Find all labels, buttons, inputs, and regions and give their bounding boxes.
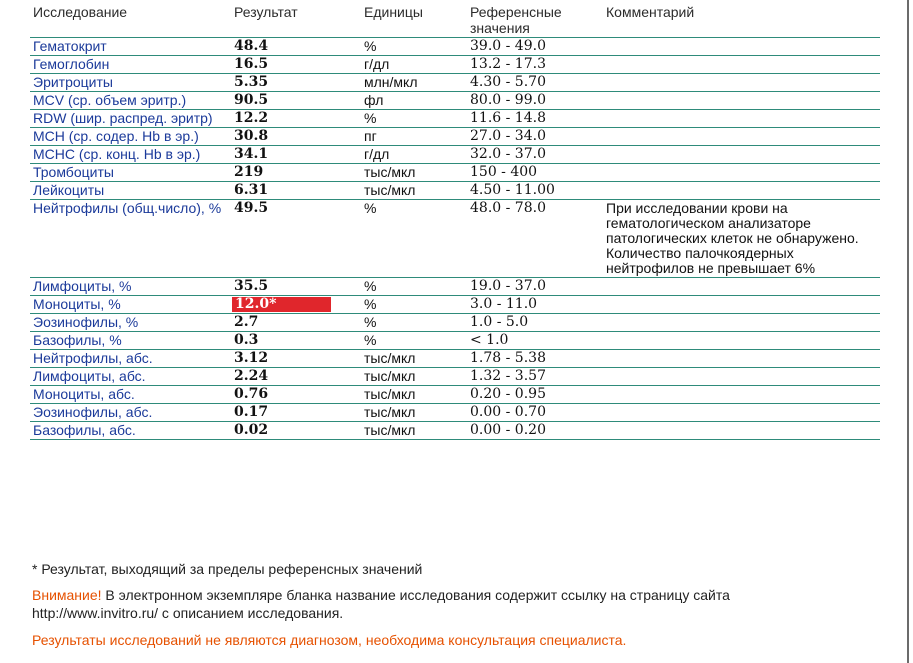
table-header-row [30, 3, 880, 38]
table-row [30, 314, 880, 332]
reference-range: 0.00 - 0.20 [467, 422, 603, 440]
table-row [30, 278, 880, 296]
reference-range: 150 - 400 [467, 164, 603, 182]
results-table [30, 3, 880, 440]
table-row [30, 146, 880, 164]
result-value [231, 296, 361, 314]
study-name[interactable]: Моноциты, абс. [30, 386, 231, 404]
study-name[interactable]: Эозинофилы, % [30, 314, 231, 332]
units: тыс/мкл [361, 368, 467, 386]
result-value: 30.8 [231, 128, 361, 146]
result-value: 12.2 [231, 110, 361, 128]
result-value: 0.76 [231, 386, 361, 404]
comment [603, 368, 880, 386]
table-row [30, 38, 880, 56]
result-value: 0.17 [231, 404, 361, 422]
study-name[interactable]: Эозинофилы, абс. [30, 404, 231, 422]
comment [603, 56, 880, 74]
table-row [30, 182, 880, 200]
table-row [30, 404, 880, 422]
result-value: 34.1 [231, 146, 361, 164]
disclaimer: Результаты исследований не являются диагнозом, необходима консультация специалиста. [32, 632, 627, 648]
result-value: 219 [231, 164, 361, 182]
reference-range: 1.32 - 3.57 [467, 368, 603, 386]
comment [603, 74, 880, 92]
comment [603, 314, 880, 332]
reference-range: 48.0 - 78.0 [467, 200, 603, 278]
units: г/дл [361, 146, 467, 164]
reference-range: 0.00 - 0.70 [467, 404, 603, 422]
units: % [361, 38, 467, 56]
header-result: Результат [231, 3, 361, 38]
study-name[interactable]: Лимфоциты, % [30, 278, 231, 296]
table-row [30, 422, 880, 440]
header-reference: Референсные значения [467, 3, 603, 38]
table-row [30, 128, 880, 146]
units: % [361, 296, 467, 314]
units: тыс/мкл [361, 422, 467, 440]
comment [603, 128, 880, 146]
table-row [30, 56, 880, 74]
comment [603, 350, 880, 368]
attention-label: Внимание! [32, 587, 102, 603]
units: пг [361, 128, 467, 146]
units: % [361, 110, 467, 128]
study-name[interactable]: Эритроциты [30, 74, 231, 92]
reference-range: 0.20 - 0.95 [467, 386, 603, 404]
comment [603, 404, 880, 422]
study-name[interactable]: RDW (шир. распред. эритр) [30, 110, 231, 128]
comment [603, 422, 880, 440]
result-value: 0.02 [231, 422, 361, 440]
study-name[interactable]: Нейтрофилы (общ.число), % [30, 200, 231, 278]
header-units: Единицы [361, 3, 467, 38]
table-row [30, 296, 880, 314]
reference-range: 4.50 - 11.00 [467, 182, 603, 200]
units: млн/мкл [361, 74, 467, 92]
table-row [30, 386, 880, 404]
study-name[interactable]: Базофилы, % [30, 332, 231, 350]
table-row [30, 350, 880, 368]
table-row [30, 368, 880, 386]
reference-range: 4.30 - 5.70 [467, 74, 603, 92]
study-name[interactable]: MCHC (ср. конц. Hb в эр.) [30, 146, 231, 164]
reference-range: 3.0 - 11.0 [467, 296, 603, 314]
result-value: 2.7 [231, 314, 361, 332]
units: тыс/мкл [361, 350, 467, 368]
header-study: Исследование [30, 3, 231, 38]
reference-range: 27.0 - 34.0 [467, 128, 603, 146]
result-value: 49.5 [231, 200, 361, 278]
study-name[interactable]: Гематокрит [30, 38, 231, 56]
comment [603, 182, 880, 200]
reference-range: 1.78 - 5.38 [467, 350, 603, 368]
comment [603, 110, 880, 128]
site-link[interactable]: http://www.invitro.ru/ [32, 605, 159, 621]
study-name[interactable]: Нейтрофилы, абс. [30, 350, 231, 368]
result-value: 90.5 [231, 92, 361, 110]
attention-tail: с описанием исследования. [158, 605, 344, 621]
result-value: 6.31 [231, 182, 361, 200]
reference-range: 39.0 - 49.0 [467, 38, 603, 56]
out-of-range-flag: 12.0* [232, 297, 331, 312]
comment [603, 146, 880, 164]
comment [603, 278, 880, 296]
table-row [30, 332, 880, 350]
result-value: 16.5 [231, 56, 361, 74]
result-value: 3.12 [231, 350, 361, 368]
comment [603, 92, 880, 110]
study-name[interactable]: Гемоглобин [30, 56, 231, 74]
comment [603, 332, 880, 350]
reference-range: < 1.0 [467, 332, 603, 350]
reference-range: 13.2 - 17.3 [467, 56, 603, 74]
units: тыс/мкл [361, 386, 467, 404]
units: тыс/мкл [361, 164, 467, 182]
table-row [30, 164, 880, 182]
study-name[interactable]: MCH (ср. содер. Hb в эр.) [30, 128, 231, 146]
units: % [361, 332, 467, 350]
table-row [30, 92, 880, 110]
study-name[interactable]: Тромбоциты [30, 164, 231, 182]
table-row [30, 110, 880, 128]
study-name[interactable]: MCV (ср. объем эритр.) [30, 92, 231, 110]
result-value: 0.3 [231, 332, 361, 350]
footnote: * Результат, выходящий за пределы референсных значений [32, 561, 423, 577]
units: тыс/мкл [361, 182, 467, 200]
attention-text: В электронном экземпляре бланка название исследования содержит ссылку на страницу сайта [101, 587, 730, 603]
units: % [361, 314, 467, 332]
comment [603, 386, 880, 404]
reference-range: 11.6 - 14.8 [467, 110, 603, 128]
result-value: 2.24 [231, 368, 361, 386]
comment [603, 38, 880, 56]
reference-range: 32.0 - 37.0 [467, 146, 603, 164]
notes [32, 560, 892, 649]
reference-range: 80.0 - 99.0 [467, 92, 603, 110]
result-value: 48.4 [231, 38, 361, 56]
study-name[interactable]: Базофилы, абс. [30, 422, 231, 440]
attention-note [32, 586, 892, 622]
comment [603, 164, 880, 182]
units: фл [361, 92, 467, 110]
table-row [30, 74, 880, 92]
study-name[interactable]: Моноциты, % [30, 296, 231, 314]
units: тыс/мкл [361, 404, 467, 422]
study-name[interactable]: Лимфоциты, абс. [30, 368, 231, 386]
result-value: 5.35 [231, 74, 361, 92]
study-name[interactable]: Лейкоциты [30, 182, 231, 200]
header-comment: Комментарий [603, 3, 880, 38]
reference-range: 19.0 - 37.0 [467, 278, 603, 296]
units: % [361, 200, 467, 278]
comment: При исследовании крови на гематологическом анализаторе патологических клеток не обнаружено. Количество палочкоядерных нейтрофилов не превышает 6% [603, 200, 880, 278]
table-row [30, 200, 880, 278]
units: г/дл [361, 56, 467, 74]
result-value: 35.5 [231, 278, 361, 296]
units: % [361, 278, 467, 296]
comment [603, 296, 880, 314]
reference-range: 1.0 - 5.0 [467, 314, 603, 332]
